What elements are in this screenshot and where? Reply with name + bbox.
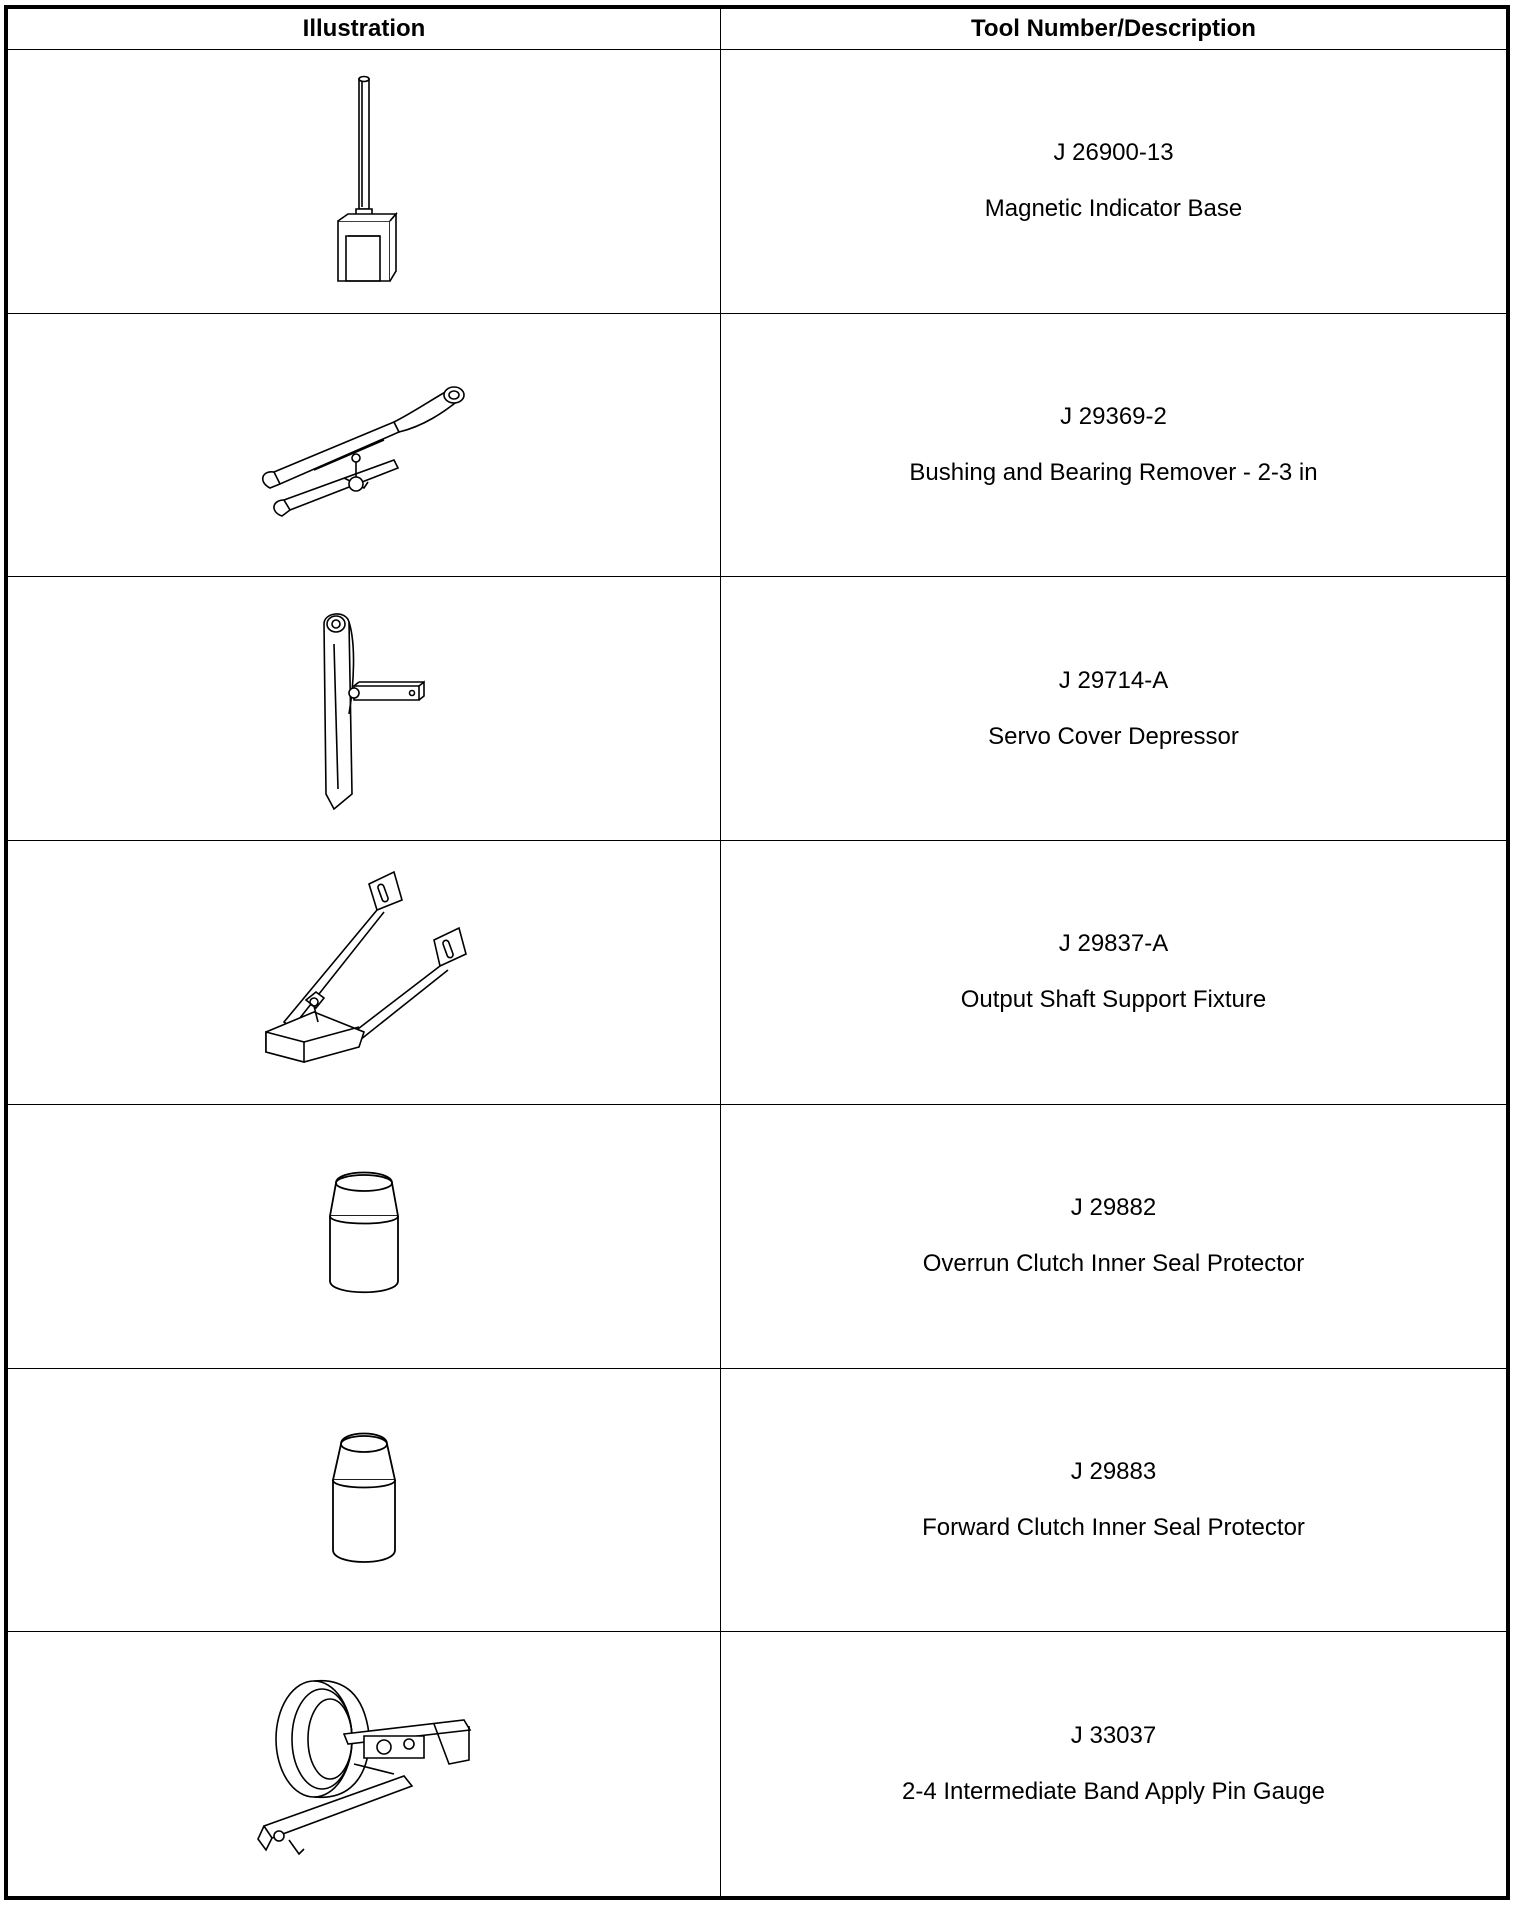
illustration-cell: [8, 1368, 721, 1632]
table-row: [8, 841, 1507, 1105]
tool-description: Forward Clutch Inner Seal Protector: [922, 1513, 1305, 1541]
tool-description: Magnetic Indicator Base: [984, 195, 1243, 223]
tool-description: Overrun Clutch Inner Seal Protector: [922, 1250, 1305, 1278]
servo-cover-depressor-icon: [294, 604, 434, 814]
tool-table-frame: [4, 5, 1510, 1900]
illustration-cell: [8, 577, 721, 841]
description-cell: [721, 841, 1507, 1105]
table-row: [8, 1368, 1507, 1632]
tool-number: J 29837-A: [1058, 930, 1169, 958]
table-header-row: [8, 9, 1507, 50]
table-row: [8, 50, 1507, 314]
magnetic-indicator-base-icon: [304, 71, 424, 291]
header-tool-number-description: Tool Number/Description: [721, 9, 1507, 50]
tool-number: J 29882: [1070, 1194, 1157, 1222]
illustration-cell: [8, 841, 721, 1105]
table-row: [8, 1632, 1507, 1897]
illustration-cell: [8, 1104, 721, 1368]
description-cell: [721, 313, 1507, 577]
band-apply-pin-gauge-icon: [244, 1664, 484, 1864]
illustration-cell: [8, 313, 721, 577]
tool-number: J 29883: [1070, 1457, 1157, 1485]
illustration-cell: [8, 50, 721, 314]
tool-number: J 29714-A: [1058, 666, 1169, 694]
description-cell: [721, 577, 1507, 841]
description-cell: [721, 50, 1507, 314]
overrun-seal-protector-icon: [314, 1171, 414, 1301]
description-cell: [721, 1368, 1507, 1632]
tool-number: J 26900-13: [1053, 139, 1174, 167]
special-tools-table: [7, 8, 1507, 1897]
bushing-bearing-remover-icon: [244, 360, 484, 530]
forward-seal-protector-icon: [319, 1430, 409, 1570]
tool-number: J 29369-2: [1060, 403, 1167, 431]
tool-description: Output Shaft Support Fixture: [960, 986, 1267, 1014]
description-cell: [721, 1632, 1507, 1897]
output-shaft-support-fixture-icon: [244, 862, 484, 1082]
table-row: [8, 1104, 1507, 1368]
table-row: [8, 577, 1507, 841]
tool-description: Servo Cover Depressor: [988, 722, 1239, 750]
description-cell: [721, 1104, 1507, 1368]
header-illustration: Illustration: [8, 9, 721, 50]
tool-description: 2-4 Intermediate Band Apply Pin Gauge: [902, 1778, 1325, 1806]
tool-description: Bushing and Bearing Remover - 2-3 in: [909, 459, 1318, 487]
illustration-cell: [8, 1632, 721, 1897]
table-row: [8, 313, 1507, 577]
tool-number: J 33037: [1070, 1722, 1157, 1750]
